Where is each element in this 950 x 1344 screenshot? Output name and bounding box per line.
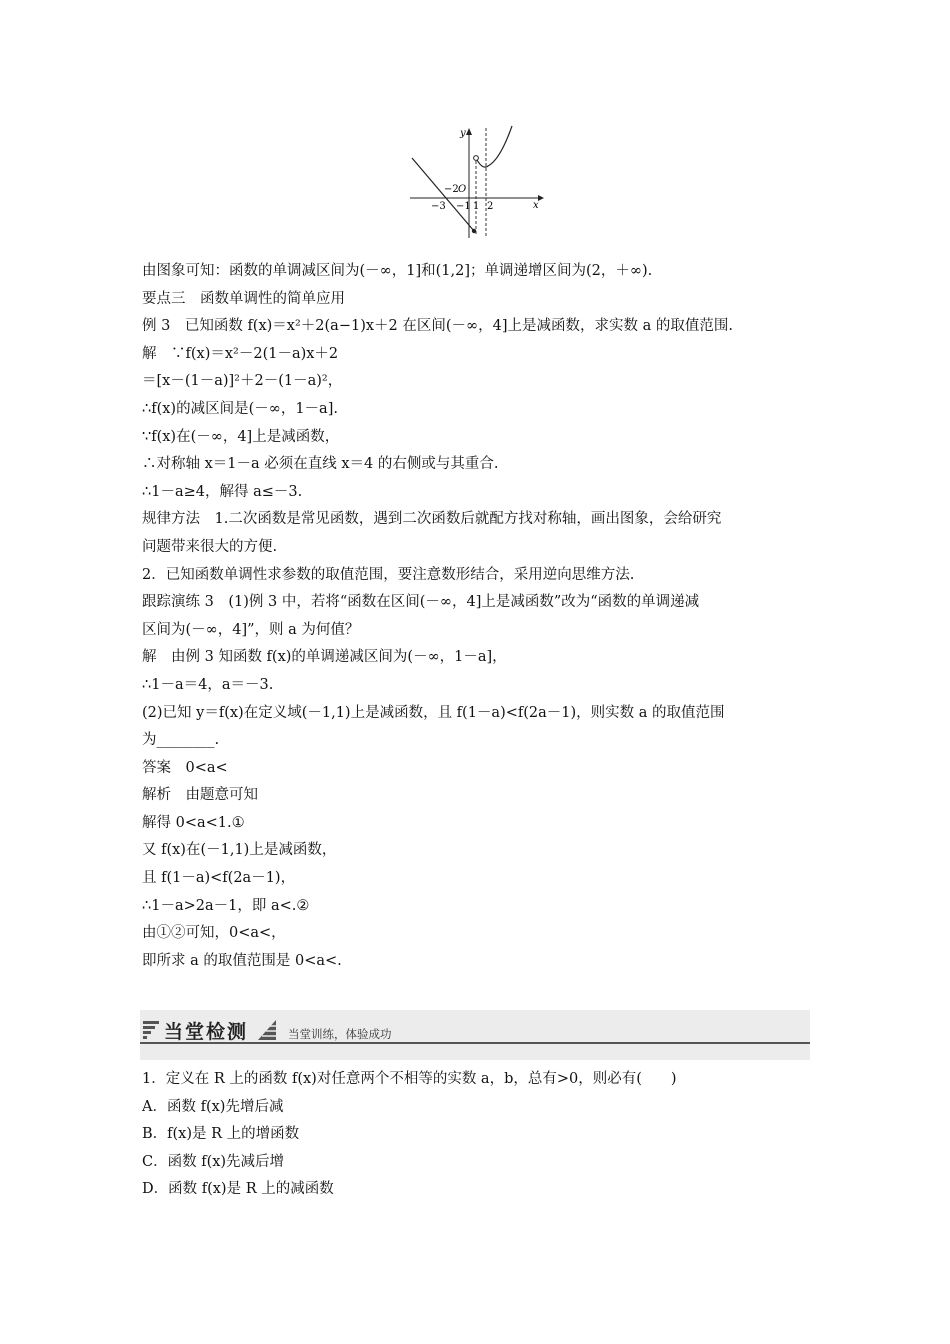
text-line: ∴1－a≥4，解得 a≤－3. [142,483,303,500]
option-a: A．函数 f(x)先增后减 [142,1098,284,1115]
tick-label-1: 1 [473,201,480,212]
banner-subtitle: 当堂训练，体验成功 [288,1027,392,1041]
tick-label-neg3: −3 [431,201,446,212]
analysis-line: 解析 由题意可知 [142,787,258,804]
method-note: 规律方法 1.二次函数是常见函数，遇到二次函数后就配方找对称轴，画出图象，会给研究 [142,511,722,528]
option-d: D．函数 f(x)是 R 上的减函数 [142,1181,334,1198]
x-axis-label: x [533,200,539,211]
answer-line: 答案 0<a< [142,759,228,776]
banner-bar [140,1016,810,1044]
text-line: 即所求 a 的取值范围是 0<a<. [142,952,342,969]
text-line: 且 f(1－a)<f(2a－1)， [142,870,296,887]
main-text [142,258,822,975]
section-heading: 要点三 函数单调性的简单应用 [142,290,345,307]
tick-label-2: 2 [487,201,494,212]
practice-3-statement: 跟踪演练 3 (1)例 3 中，若将“函数在区间(－∞，4]上是减函数”改为“函数的单调递减 [142,594,700,611]
tick-label-neg1: −1 [456,201,471,212]
text-line: ∵f(x)在(－∞，4]上是减函数， [142,428,340,445]
text-line: ∴对称轴 x＝1－a 必须在直线 x＝4 的右侧或与其重合. [142,456,499,473]
origin-label: O [458,184,467,195]
option-b: B．f(x)是 R 上的增函数 [142,1126,300,1143]
text-line: 解 由例 3 知函数 f(x)的单调递减区间为(－∞，1－a]， [142,649,507,666]
text-line: 由①②可知，0<a<， [142,925,286,942]
text-line: 为________. [142,732,220,749]
text-line: ∴1－a>2a－1，即 a<.② [142,897,310,914]
text-line: ∴f(x)的减区间是(－∞，1－a]. [142,400,338,417]
question-1: 1．定义在 R 上的函数 f(x)对任意两个不相等的实数 a，b，总有>0，则必有( ) [142,1071,677,1087]
x-axis-arrow [538,195,544,201]
text-line: 又 f(x)在(－1,1)上是减函数， [142,842,337,859]
example-3-statement: 例 3 已知函数 f(x)＝x²＋2(a−1)x＋2 在区间(－∞，4]上是减函数，求实数 a 的取值范围. [142,318,733,335]
text-line: 解得 0<a<1.① [142,814,245,831]
pencil-stripes-icon [258,1020,276,1040]
function-graph [400,118,550,243]
label-neg2: −2 [444,184,459,195]
text-line: ＝[x－(1－a)]²＋2－(1－a)²， [142,373,343,390]
graph-open-point [474,156,479,161]
option-c: C．函数 f(x)先减后增 [142,1153,285,1170]
y-axis-label: y [460,128,466,139]
text-line: 由图象可知：函数的单调减区间为(－∞，1]和(1,2]；单调递增区间为(2，＋∞). [142,263,653,279]
text-line: 解 ∵f(x)＝x²－2(1－a)x＋2 [142,345,339,362]
text-line: ∴1－a＝4，a＝－3. [142,676,274,693]
text-line: 区间为(－∞，4]”，则 a 为何值？ [142,621,360,638]
y-axis-arrow [466,128,472,135]
text-line: (2)已知 y＝f(x)在定义域(－1,1)上是减函数，且 f(1－a)<f(2a－1)，则实数 a 的取值范围 [142,704,725,721]
graph-curve [477,126,512,167]
stripes-icon [143,1021,159,1039]
text-line: 2．已知函数单调性求参数的取值范围，要注意数形结合，采用逆向思维方法. [142,566,635,583]
banner-title: 当堂检测 [164,1021,249,1043]
section-banner [140,1010,810,1060]
graph-closed-point [472,229,476,233]
text-line: 问题带来很大的方便. [142,538,278,555]
question-list [142,1066,822,1204]
